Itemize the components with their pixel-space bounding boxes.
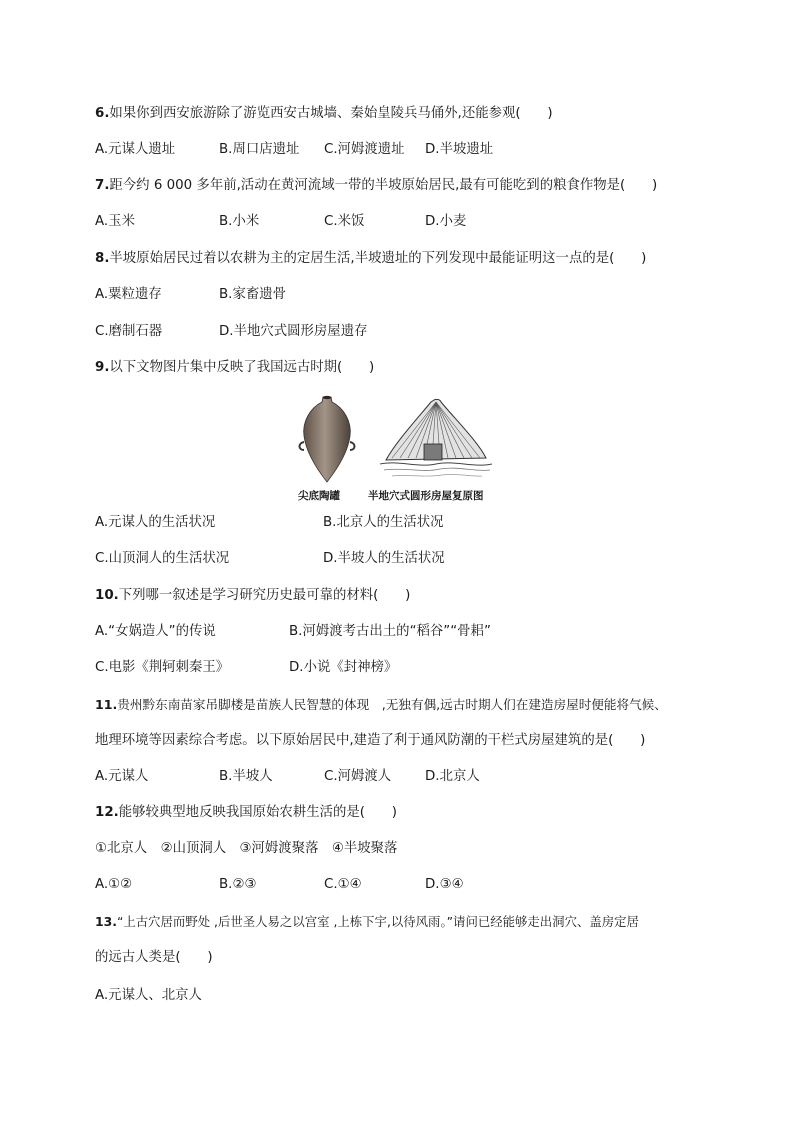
question-7-option-a: A.玉米 xyxy=(95,214,135,229)
question-12-option-c: C.①④ xyxy=(324,877,362,892)
question-8-option-a: A.粟粒遗存 xyxy=(95,287,162,302)
question-8-option-c: C.磨制石器 xyxy=(95,324,163,339)
question-number: 10. xyxy=(95,588,119,603)
question-11-stem: 11.贵州黔东南苗家吊脚楼是苗族人民智慧的体现 ,无独有偶,远古时期人们在建造房屋时便能将气候、 xyxy=(95,697,667,712)
question-9-option-a: A.元谋人的生活状况 xyxy=(95,515,216,530)
question-number: 7. xyxy=(95,178,110,193)
question-13-option-a: A.元谋人、北京人 xyxy=(95,988,202,1003)
question-7-option-d: D.小麦 xyxy=(425,214,467,229)
question-9-option-b: B.北京人的生活状况 xyxy=(323,515,444,530)
question-12-stem: 12.能够较典型地反映我国原始农耕生活的是( ) xyxy=(95,805,397,820)
house-caption: 半地穴式圆形房屋复原图 xyxy=(368,490,484,502)
question-12-items: ①北京人 ②山顶洞人 ③河姆渡聚落 ④半坡聚落 xyxy=(95,841,398,856)
question-11-option-d: D.北京人 xyxy=(425,769,480,784)
question-number: 11. xyxy=(95,697,118,712)
question-12-option-d: D.③④ xyxy=(425,877,464,892)
question-11-option-a: A.元谋人 xyxy=(95,769,149,784)
question-6-option-d: D.半坡遗址 xyxy=(425,142,494,157)
question-8-option-d: D.半地穴式圆形房屋遗存 xyxy=(219,324,368,339)
question-13-stem-continued: 的远古人类是( ) xyxy=(95,950,213,965)
question-10-option-b: B.河姆渡考古出土的“稻谷”“骨耜” xyxy=(289,624,491,639)
question-7-option-b: B.小米 xyxy=(219,214,260,229)
question-10-option-d: D.小说《封神榜》 xyxy=(289,660,398,675)
question-7-stem: 7.距今约 6 000 多年前,活动在黄河流域一带的半坡原始居民,最有可能吃到的粮食作物是( ) xyxy=(95,178,658,193)
question-number: 9. xyxy=(95,360,110,375)
question-8-stem: 8.半坡原始居民过着以农耕为主的定居生活,半坡遗址的下列发现中最能证明这一点的是( ) xyxy=(95,251,647,266)
pointed-jar-figure xyxy=(296,394,358,484)
question-11-option-c: C.河姆渡人 xyxy=(324,769,392,784)
question-7-option-c: C.米饭 xyxy=(324,214,365,229)
question-number: 6. xyxy=(95,106,110,121)
question-6-option-b: B.周口店遗址 xyxy=(219,142,300,157)
question-10-option-c: C.电影《荆轲刺秦王》 xyxy=(95,660,230,675)
question-number: 8. xyxy=(95,251,110,266)
question-number: 12. xyxy=(95,805,119,820)
question-11-stem-continued: 地理环境等因素综合考虑。以下原始居民中,建造了利于通风防潮的干栏式房屋建筑的是( ) xyxy=(95,733,646,748)
question-6-option-a: A.元谋人遗址 xyxy=(95,142,176,157)
question-10-stem: 10.下列哪一叙述是学习研究历史最可靠的材料( ) xyxy=(95,588,411,603)
round-house-figure xyxy=(378,398,494,480)
question-11-option-b: B.半坡人 xyxy=(219,769,273,784)
question-12-option-b: B.②③ xyxy=(219,877,257,892)
question-10-option-a: A.“女娲造人”的传说 xyxy=(95,624,216,639)
question-number: 13. xyxy=(95,914,117,929)
question-8-option-b: B.家畜遗骨 xyxy=(219,287,287,302)
question-9-option-d: D.半坡人的生活状况 xyxy=(323,551,445,566)
question-12-option-a: A.①② xyxy=(95,877,133,892)
question-6-option-c: C.河姆渡遗址 xyxy=(324,142,405,157)
question-6-stem: 6.如果你到西安旅游除了游览西安古城墙、秦始皇陵兵马俑外,还能参观( ) xyxy=(95,106,553,121)
question-9-option-c: C.山顶洞人的生活状况 xyxy=(95,551,230,566)
question-9-stem: 9.以下文物图片集中反映了我国远古时期( ) xyxy=(95,360,375,375)
jar-caption: 尖底陶罐 xyxy=(298,490,340,502)
question-13-stem: 13.“上古穴居而野处 ,后世圣人易之以宫室 ,上栋下宇,以待风雨。”请问已经能够走出洞穴、盖房定居 xyxy=(95,914,639,929)
